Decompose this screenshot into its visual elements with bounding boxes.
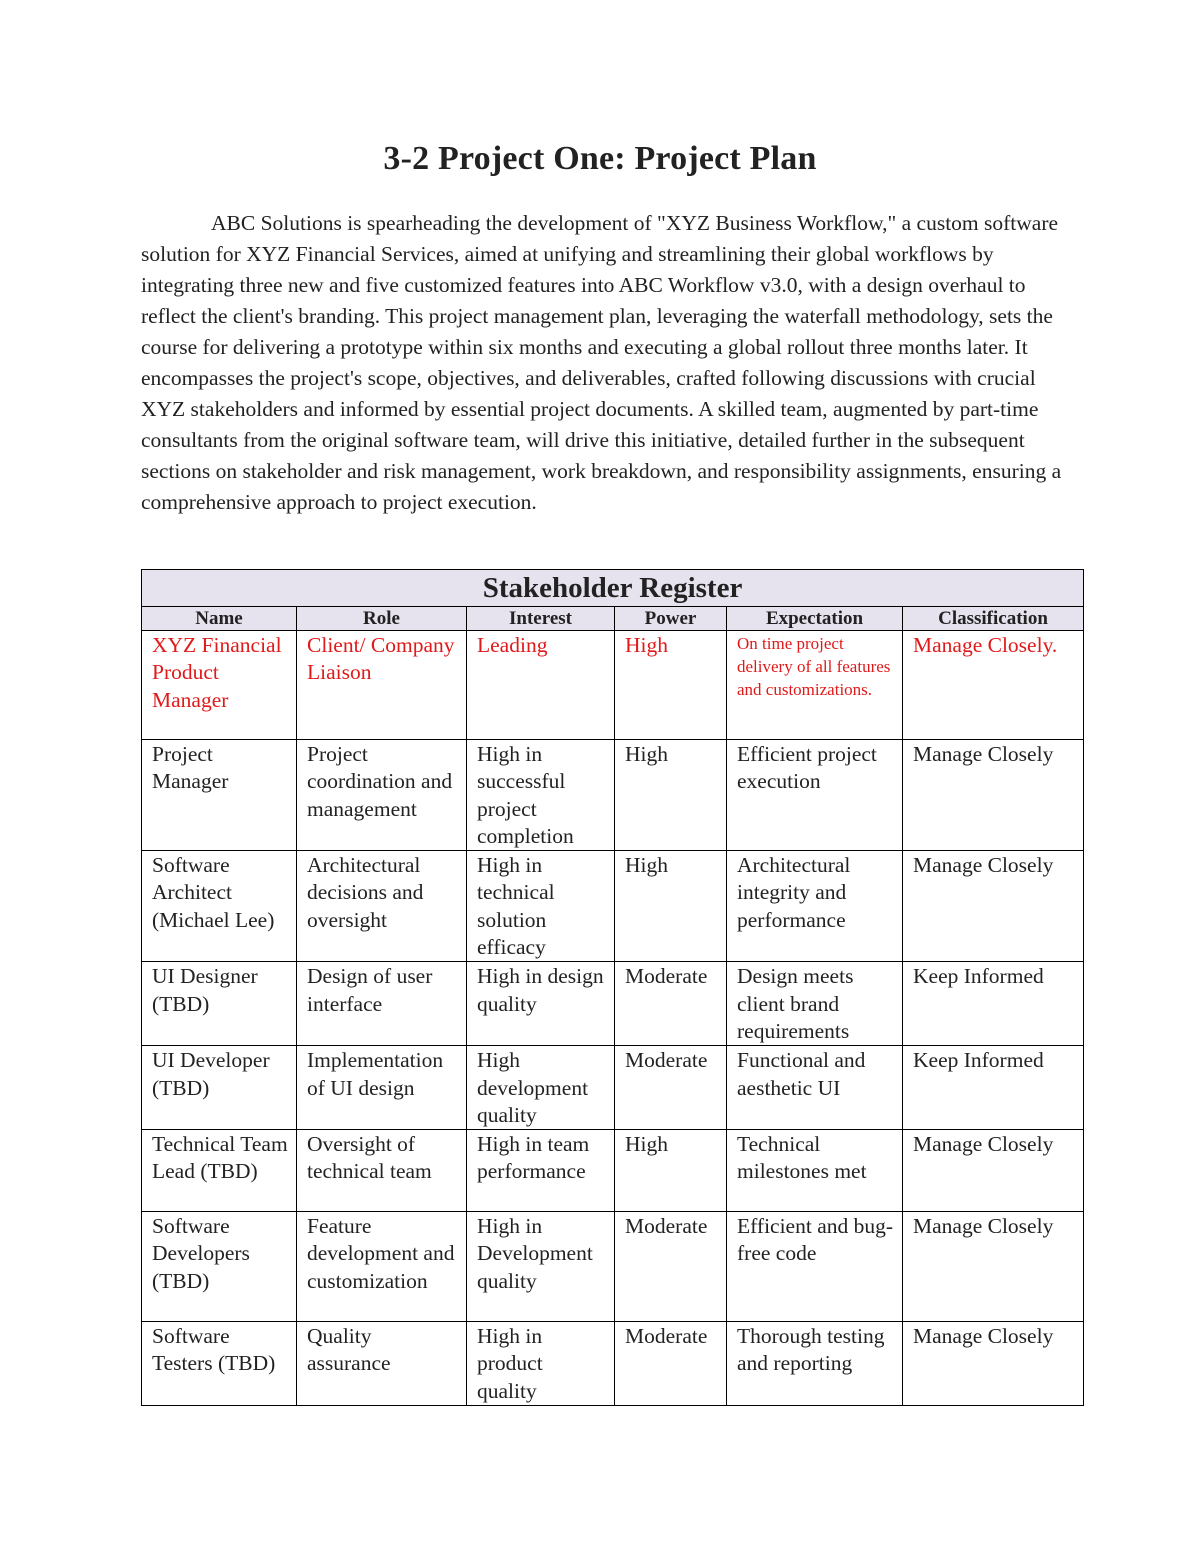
table-cell: Oversight of technical team [297,1130,467,1212]
table-cell: On time project delivery of all features and customizations. [727,631,903,740]
table-cell: Feature development and customization [297,1212,467,1322]
table-cell: High in product quality [467,1322,615,1406]
table-cell: Moderate [615,962,727,1046]
table-cell: Keep Informed [903,1046,1084,1130]
table-cell: High [615,851,727,962]
column-header-role: Role [297,607,467,631]
table-cell: High [615,631,727,740]
table-cell: High in technical solution efficacy [467,851,615,962]
table-cell: Technical milestones met [727,1130,903,1212]
table-row [142,1130,1084,1212]
stakeholder-register-table [141,569,1084,1406]
intro-paragraph: ABC Solutions is spearheading the development of "XYZ Business Workflow," a custom software solution for XYZ Financial Services, aimed at unifying and streamlining their global workflows by integrating three new and five customized features into ABC Workflow v3.0, with a design overhaul to reflect the client's branding. This project management plan, leveraging the waterfall methodology, sets the course for delivering a prototype within six months and executing a global rollout three months later. It encompasses the project's scope, objectives, and deliverables, crafted following discussions with crucial XYZ stakeholders and informed by essential project documents. A skilled team, augmented by part-time consultants from the original software team, will drive this initiative, detailed further in the subsequent sections on stakeholder and risk management, work breakdown, and responsibility assignments, ensuring a comprehensive approach to project execution. [141,211,1062,514]
table-cell: Project Manager [142,740,297,851]
table-cell: High in Development quality [467,1212,615,1322]
table-row [142,962,1084,1046]
table-cell: Software Developers (TBD) [142,1212,297,1322]
table-row [142,851,1084,962]
table-cell: High development quality [467,1046,615,1130]
table-cell: Implementation of UI design [297,1046,467,1130]
table-cell: Manage Closely [903,1322,1084,1406]
table-cell: Moderate [615,1046,727,1130]
table-row [142,631,1084,740]
table-cell: Manage Closely [903,1130,1084,1212]
table-cell: Architectural decisions and oversight [297,851,467,962]
column-header-expectation: Expectation [727,607,903,631]
table-cell: Efficient project execution [727,740,903,851]
table-row [142,1322,1084,1406]
table-cell: Leading [467,631,615,740]
table-cell: Architectural integrity and performance [727,851,903,962]
table-cell: UI Designer (TBD) [142,962,297,1046]
table-cell: Moderate [615,1322,727,1406]
table-cell: Quality assurance [297,1322,467,1406]
table-cell: Efficient and bug-free code [727,1212,903,1322]
table-cell: Keep Informed [903,962,1084,1046]
table-cell: High [615,740,727,851]
table-cell: Design meets client brand requirements [727,962,903,1046]
table-cell: UI Developer (TBD) [142,1046,297,1130]
table-cell: XYZ Financial Product Manager [142,631,297,740]
table-cell: Client/ Company Liaison [297,631,467,740]
table-cell: Manage Closely [903,1212,1084,1322]
table-cell: Functional and aesthetic UI [727,1046,903,1130]
register-caption: Stakeholder Register [142,570,1084,607]
column-header-classification: Classification [903,607,1084,631]
table-cell: Software Architect (Michael Lee) [142,851,297,962]
table-row [142,1212,1084,1322]
table-cell: Thorough testing and reporting [727,1322,903,1406]
table-cell: Manage Closely [903,851,1084,962]
document-title: 3-2 Project One: Project Plan [383,140,817,177]
table-cell: High in successful project completion [467,740,615,851]
table-cell: Project coordination and management [297,740,467,851]
table-cell: Technical Team Lead (TBD) [142,1130,297,1212]
table-cell: High in design quality [467,962,615,1046]
table-cell: High in team performance [467,1130,615,1212]
table-cell: High [615,1130,727,1212]
column-header-interest: Interest [467,607,615,631]
table-cell: Manage Closely. [903,631,1084,740]
column-header-name: Name [142,607,297,631]
table-cell: Design of user interface [297,962,467,1046]
table-row [142,1046,1084,1130]
table-cell: Moderate [615,1212,727,1322]
table-cell: Software Testers (TBD) [142,1322,297,1406]
table-cell: Manage Closely [903,740,1084,851]
table-row [142,740,1084,851]
column-header-power: Power [615,607,727,631]
